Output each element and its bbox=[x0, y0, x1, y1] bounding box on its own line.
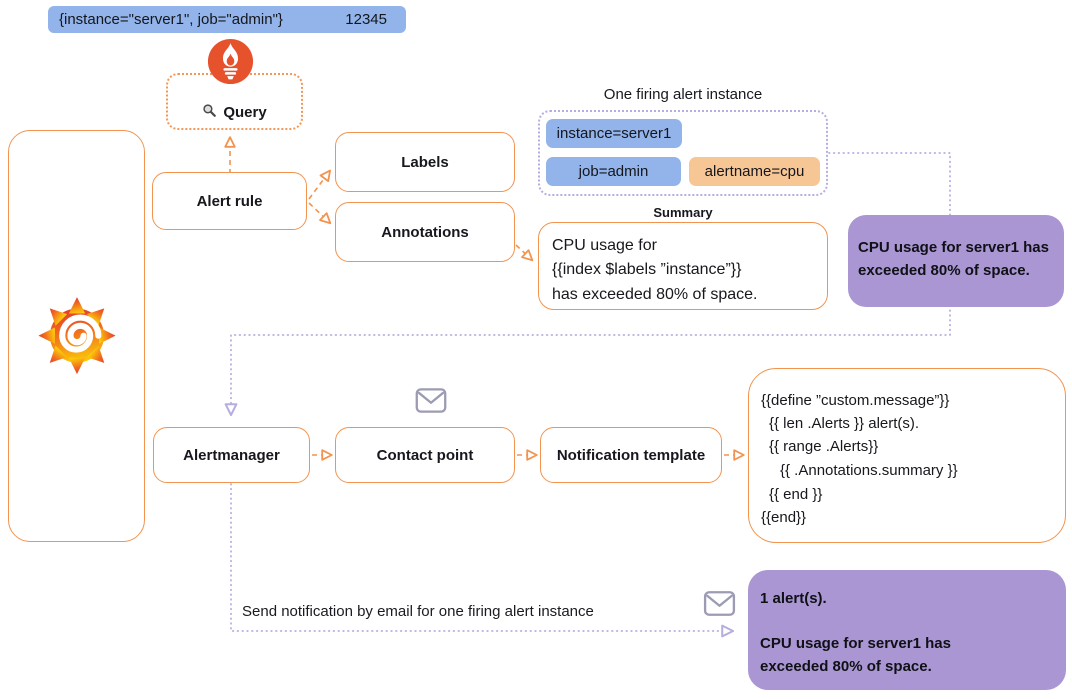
notification-template-box bbox=[540, 427, 722, 483]
summary-line: has exceeded 80% of space. bbox=[552, 285, 758, 303]
code-line: {{ range .Alerts}} bbox=[769, 438, 879, 455]
grafana-logo-icon bbox=[36, 293, 118, 380]
labels-label: Labels bbox=[401, 153, 449, 171]
code-line: {{ .Annotations.summary }} bbox=[780, 462, 958, 479]
annotations-label: Annotations bbox=[381, 223, 469, 241]
label-badge-job: job=admin bbox=[546, 157, 681, 186]
annotations-box bbox=[335, 202, 515, 262]
code-line: {{ end }} bbox=[769, 486, 823, 503]
send-notification-note: Send notification by email for one firing alert instance bbox=[242, 603, 594, 620]
email-icon bbox=[703, 590, 736, 622]
template-code-box bbox=[748, 368, 1066, 543]
metric-labels: {instance="server1", job="admin"} bbox=[59, 11, 283, 28]
contact-point-box bbox=[335, 427, 515, 483]
email-icon bbox=[415, 387, 447, 419]
firing-instance-box bbox=[538, 110, 828, 196]
arrow-annotations-to-summary bbox=[516, 245, 531, 259]
notification-preview-message: CPU usage for server1 has exceeded 80% of space. bbox=[760, 635, 951, 675]
notification-preview-count: 1 alert(s). bbox=[760, 590, 827, 607]
label-badge-instance: instance=server1 bbox=[546, 119, 682, 148]
arrow-alertrule-to-labels bbox=[309, 172, 329, 199]
search-icon bbox=[202, 103, 217, 122]
notification-template-label: Notification template bbox=[556, 446, 706, 464]
summary-line: CPU usage for bbox=[552, 237, 657, 254]
summary-line: {{index $labels ”instance”}} bbox=[552, 261, 742, 279]
alert-rule-box bbox=[152, 172, 307, 230]
labels-box bbox=[335, 132, 515, 192]
arrow-alertrule-to-annotations bbox=[309, 203, 329, 222]
alertmanager-label: Alertmanager bbox=[183, 446, 280, 464]
alert-rule-label: Alert rule bbox=[196, 192, 263, 210]
code-line: {{end}} bbox=[761, 509, 807, 526]
rendered-summary-text: CPU usage for server1 has exceeded 80% of space. bbox=[858, 239, 1049, 279]
metric-value: 12345 bbox=[345, 11, 387, 28]
metric-sample-badge bbox=[48, 6, 406, 33]
contact-point-label: Contact point bbox=[376, 446, 474, 464]
alertmanager-box bbox=[153, 427, 310, 483]
notification-preview-box bbox=[748, 570, 1066, 690]
summary-title: Summary bbox=[653, 205, 713, 220]
rendered-summary-box bbox=[848, 215, 1064, 307]
code-line: {{ len .Alerts }} alert(s). bbox=[769, 415, 920, 432]
firing-instance-title: One firing alert instance bbox=[603, 86, 763, 103]
prometheus-logo-icon bbox=[207, 38, 254, 85]
label-badge-alertname: alertname=cpu bbox=[689, 157, 820, 186]
summary-template-box bbox=[538, 222, 828, 310]
query-label: Query bbox=[223, 104, 267, 121]
grafana-panel bbox=[8, 130, 145, 542]
code-line: {{define ”custom.message”}} bbox=[761, 392, 950, 409]
